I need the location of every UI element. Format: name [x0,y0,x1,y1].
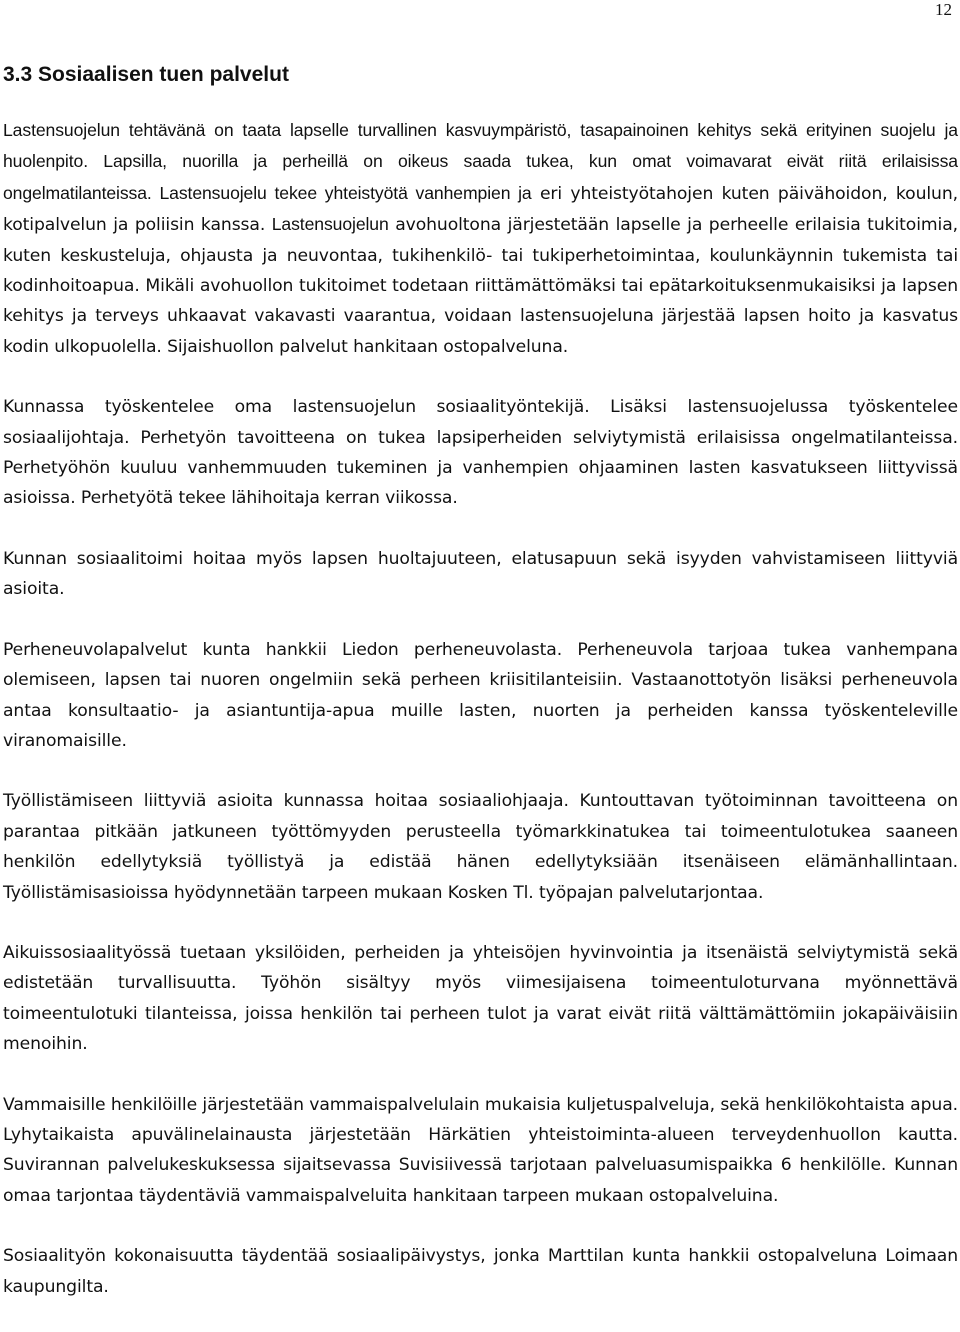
paragraph-family-counseling: Perheneuvolapalvelut kunta hankkii Liedon perheneuvolasta. Perheneuvola tarjoaa tukea vanhempana olemiseen, lapsen tai nuoren ongelmiin sekä perheen kriisitilanteisiin. Vastaanottotyön lisäksi perheneuvola antaa konsultaatio- ja asiantuntija-apua muille lasten, nuorten ja perheiden kanssa työskenteleville viranomaisille. [3,639,958,751]
paragraph-segment: eri yhteistyötahojen kuten päivähoidon, koulun, kotipalvelun ja poliisin kanssa. [3,183,958,236]
section-heading: 3.3 Sosiaalisen tuen palvelut [3,63,289,86]
paragraph-employment: Työllistämiseen liittyviä asioita kunnassa hoitaa sosiaaliohjaaja. Kuntouttavan työtoiminnan tavoitteena on parantaa pitkään jatkuneen työttömyyden perusteella työmarkkinatukea tai toimeentulotukea saaneen henkilön edellytyksiä työllistyä ja edistää hänen edellytyksiään itsenäiseen elämänhallintaan. Työllistämisasioissa hyödynnetään tarpeen mukaan Kosken Tl. työpajan palvelutarjontaa. [3,791,958,903]
paragraph-emergency-services: Sosiaalityön kokonaisuutta täydentää sosiaalipäivystys, jonka Marttilan kunta hankkii ostopalveluna Loimaan kaupungilta. [3,1246,958,1297]
paragraph-segment-sans: Lastensuojelun [271,214,389,235]
document-body [3,115,958,1332]
paragraph-family-work: Kunnassa työskentelee oma lastensuojelun sosiaalityöntekijä. Lisäksi lastensuojelussa työskentelee sosiaalijohtaja. Perhetyön tavoitteena on tukea lapsiperheiden selviytymistä erilaisissa ongelmatilanteissa. Perhetyöhön kuuluu vanhemmuuden tukeminen ja vanhempien ohjaaminen lasten kasvatukseen liittyvissä asioissa. Perhetyötä tekee lähihoitaja kerran viikossa. [3,397,958,509]
paragraph-segment-sans: Lastensuojelun tehtävänä on taata lapselle turvallinen kasvuympäristö, tasapainoinen kehitys sekä erityinen suojelu ja huolenpito. Lapsilla, nuorilla ja perheillä on oikeus saada tukea, kun omat voimavarat eivät riitä erilaisissa ongelmatilanteissa. Lastensuojelu tekee yhteistyötä vanhempien ja [3,120,958,203]
page-number: 12 [935,0,952,19]
paragraph-segment: avohuoltona järjestetään lapselle ja perheelle erilaisia tukitoimia, kuten keskusteluja, ohjausta ja neuvontaa, tukihenkilö- tai tukiperhetoimintaa, koulunkäynnin tukemista tai kodinhoitoapua. Mikäli avohuollon tukitoimet todetaan riittämättömäksi tai epätarkoituksenmukaisiksi ja lapsen kehitys ja terveys uhkaavat vakavasti vaarantua, voidaan lastensuojeluna järjestää lapsen hoito ja kasvatus kodin ulkopuolella. Sijaishuollon palvelut hankitaan ostopalveluna. [3,215,958,357]
paragraph-adult-social-work: Aikuissosiaalityössä tuetaan yksilöiden, perheiden ja yhteisöjen hyvinvointia ja itsenäistä selviytymistä sekä edistetään turvallisuutta. Työhön sisältyy myös viimesijaisena toimeentuloturvana myönnettävä toimeentulotuki tilanteissa, joissa henkilön tai perheen tulot ja varat eivät riitä välttämättömiin jokapäiväisiin menoihin. [3,942,958,1055]
paragraph-custody: Kunnan sosiaalitoimi hoitaa myös lapsen huoltajuuteen, elatusapuun sekä isyyden vahvistamiseen liittyviä asioita. [3,548,958,600]
paragraph-child-welfare [3,115,958,362]
paragraph-disability-services: Vammaisille henkilöille järjestetään vammaispalvelulain mukaisia kuljetuspalveluja, sekä henkilökohtaista apua. Lyhytaikaista apuvälinelainausta järjestetään Härkätien yhteistoiminta-alueen terveydenhuollon kautta. Suvirannan palvelukeskuksessa sijaitsevassa Suvisiivessä tarjotaan palveluasumispaikka 6 henkilölle. Kunnan omaa tarjontaa täydentäviä vammaispalveluita hankitaan tarpeen mukaan ostopalveluina. [3,1094,958,1206]
